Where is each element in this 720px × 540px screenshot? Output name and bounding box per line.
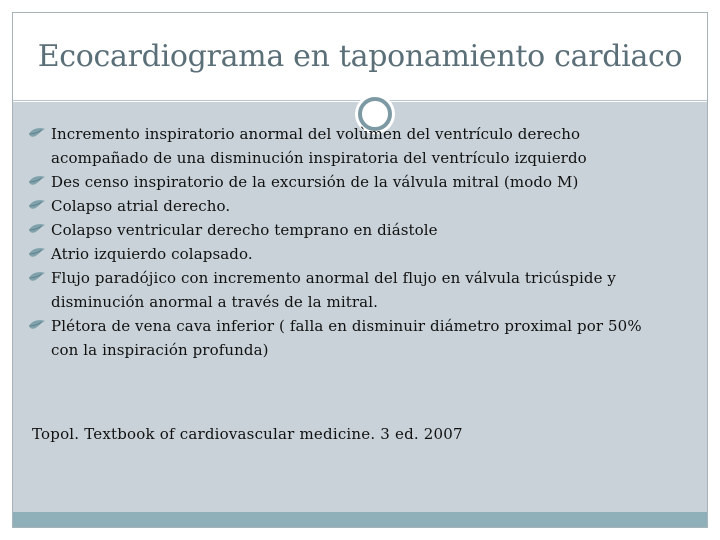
bullet-text: Flujo paradójico con incremento anormal del flujo en válvula tricúspide y disminución anormal a través de la mitral.: [51, 269, 616, 311]
slide-title: Ecocardiograma en taponamiento cardiaco: [37, 39, 683, 74]
list-item: [24, 170, 664, 194]
list-item: [24, 218, 664, 242]
list-item: [24, 266, 664, 314]
bullet-text: Incremento inspiratorio anormal del volùmen del ventrículo derecho acompañado de una disminución inspiratoria del ventrículo izquierdo: [51, 125, 587, 167]
leaf-bullet-icon: [28, 271, 46, 285]
bottom-accent-bar: [13, 512, 707, 527]
bullet-text: Plétora de vena cava inferior ( falla en disminuir diámetro proximal por 50% con la inspiración profunda): [51, 317, 642, 359]
leaf-bullet-icon: [28, 175, 46, 189]
list-item: [24, 194, 664, 218]
bullet-text: Des censo inspiratorio de la excursión de la válvula mitral (modo M): [51, 173, 579, 191]
bullet-text: Colapso ventricular derecho temprano en diástole: [51, 221, 438, 239]
leaf-bullet-icon: [28, 319, 46, 333]
list-item: [24, 314, 664, 362]
list-item: [24, 242, 664, 266]
reference-citation: Topol. Textbook of cardiovascular medicine. 3 ed. 2007: [32, 425, 463, 443]
bullet-text: Atrio izquierdo colapsado.: [51, 245, 253, 263]
leaf-bullet-icon: [28, 199, 46, 213]
leaf-bullet-icon: [28, 223, 46, 237]
title-divider: [13, 100, 707, 101]
leaf-bullet-icon: [28, 127, 46, 141]
bullet-text: Colapso atrial derecho.: [51, 197, 231, 215]
list-item: [24, 122, 664, 170]
leaf-bullet-icon: [28, 247, 46, 261]
title-area: [13, 13, 707, 101]
bullet-list: [24, 122, 664, 362]
